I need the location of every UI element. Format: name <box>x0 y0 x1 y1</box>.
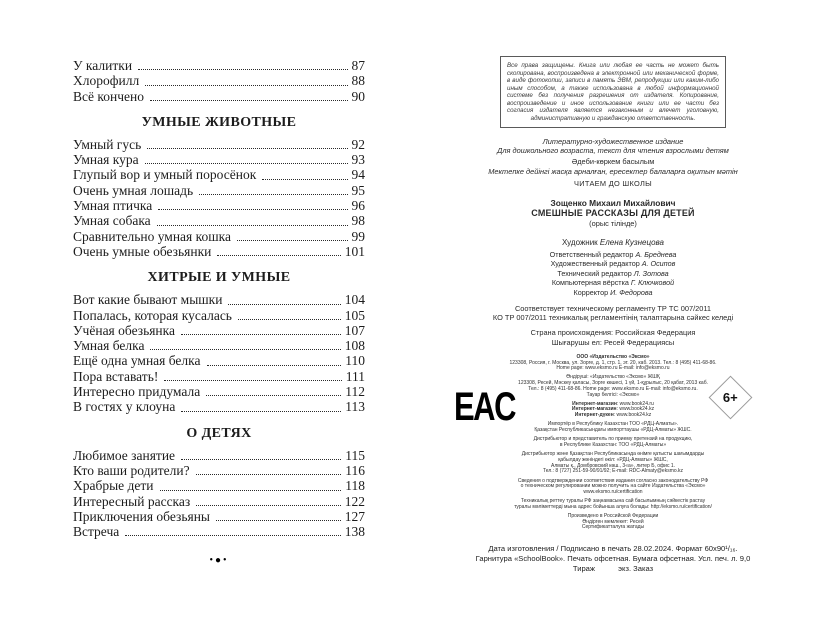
dot-leader <box>196 505 341 506</box>
toc-entry <box>73 524 365 539</box>
dot-leader <box>206 395 341 396</box>
credit-name: А. Осипов <box>641 259 676 269</box>
print-details-line: Гарнитура «SchoolBook». Печать офсетная. Бумага офсетная. Усл. печ. л. 9,0 <box>475 554 751 564</box>
toc-entry-page-number: 95 <box>351 182 365 198</box>
toc-entry-page-number: 116 <box>345 462 365 478</box>
toc-entry-page-number: 88 <box>351 73 365 89</box>
artist-credit <box>448 238 778 248</box>
toc-entry-title: Очень умная лошадь <box>73 182 194 198</box>
imprint-line-text: : www.book24.ru <box>616 400 654 407</box>
series-name: ЧИТАЕМ ДО ШКОЛЫ <box>574 178 652 188</box>
credit-name: Л. Зотова <box>633 268 669 278</box>
imprint-line-text: 123308, Ресей, Мәскеу қаласы, Зорге көшесі, 1 үй, 1-құрылыс, 20 қабат, 2013 каб. <box>518 380 708 387</box>
imprint-line-text: Сведения о подтверждении соответствия издания согласно законодательству РФ <box>517 477 709 484</box>
imprint-line <box>448 366 778 372</box>
toc-entry-page-number: 101 <box>344 243 365 259</box>
toc-entry <box>73 73 365 88</box>
toc-entry <box>73 89 365 104</box>
toc-entry-title: Умная кура <box>73 152 139 168</box>
imprint-line-label: Интернет-магазин <box>571 406 617 413</box>
toc-entry-page-number: 93 <box>351 152 365 168</box>
imprint-line-text: Өндіруші: «Издательство «Эксмо» ЖШҚ <box>566 374 660 381</box>
toc-entry-page-number: 94 <box>351 167 365 183</box>
imprint-line-text: Техникалық реттеу туралы РФ заңнамасына сай басылымның сәйкестік растау <box>520 498 706 505</box>
toc-section-entries <box>73 448 365 540</box>
toc-entry <box>73 58 365 73</box>
credit-role: Художественный редактор <box>550 259 640 269</box>
toc-entry <box>73 369 365 384</box>
toc-section-entries <box>73 137 365 259</box>
edition-type-kz: Әдеби-көркем басылым <box>571 157 655 167</box>
edition-type-ru: Литературно-художественное издание <box>542 137 684 146</box>
country-of-origin <box>448 328 778 346</box>
imprint-line <box>448 428 778 434</box>
print-details <box>448 544 778 574</box>
toc-entry-page-number: 118 <box>345 478 365 494</box>
imprint-line-text: 123308, Россия, г. Москва, ул. Зорге, д. 1, стр. 1, эт. 20, каб. 2013. Тел.: 8 (495) 411-68-86. <box>509 359 717 366</box>
compliance-line: Соответствует техническому регламенту ТР ТС 007/2011 <box>514 304 712 314</box>
imprint-line-label: Интернет-дүкен <box>574 412 614 419</box>
credit-line <box>448 250 778 259</box>
imprint-line <box>448 443 778 449</box>
credit-line <box>448 259 778 268</box>
toc-entry-page-number: 112 <box>345 384 365 400</box>
dot-leader <box>216 520 341 521</box>
dot-leader <box>138 69 347 70</box>
staff-credits <box>448 250 778 297</box>
eac-conformity-mark: EAC <box>454 383 515 429</box>
dot-leader <box>237 240 348 241</box>
origin-line: Страна происхождения: Российская Федерация <box>530 328 696 338</box>
toc-entry-title: Умная белка <box>73 338 145 354</box>
toc-entry-page-number: 115 <box>345 447 365 463</box>
imprint-line-text: о техническом регулировании можно получить на сайте Издательства «Эксмо» <box>520 483 706 490</box>
imprint-line-text: Өндірген мемлекет: Ресей <box>582 518 644 525</box>
toc-entry-title: Умная собака <box>73 213 151 229</box>
edition-age-ru: Для дошкольного возраста, текст для чтения взрослыми детям <box>497 146 729 156</box>
dot-leader <box>164 380 341 381</box>
toc-top-entries <box>73 58 365 104</box>
toc-entry-title: Глупый вор и умный поросёнок <box>73 167 257 183</box>
credit-role: Ответственный редактор <box>549 250 634 260</box>
origin-line: Шығарушы ел: Ресей Федерациясы <box>551 337 675 347</box>
imprint-line-text: в Республике Казахстан: ТОО «РДЦ-Алматы» <box>559 442 667 448</box>
toc-entry <box>73 399 365 414</box>
toc-entry-title: Вот какие бывают мышки <box>73 292 223 308</box>
toc-entry <box>73 213 365 228</box>
toc-entry-title: Сравнительно умная кошка <box>73 228 231 244</box>
imprint-line-text: туралы мәліметтерді мына адрес бойынша алуға болады: http://eksmo.ru/certification/ <box>514 503 712 510</box>
page-ornament: •●• <box>209 555 229 567</box>
artist-name: Елена Кузнецова <box>599 238 664 248</box>
toc-entry-page-number: 90 <box>351 88 365 104</box>
toc-entry-title: Ещё одна умная белка <box>73 353 201 369</box>
toc-entry-page-number: 108 <box>344 338 365 354</box>
toc-entry-page-number: 96 <box>351 198 365 214</box>
colophon-page <box>448 56 778 574</box>
toc-entry <box>73 137 365 152</box>
toc-entry-title: Очень умные обезьянки <box>73 243 212 259</box>
dot-leader <box>181 334 341 335</box>
toc-entry <box>73 463 365 478</box>
book-title: СМЕШНЫЕ РАССКАЗЫ ДЛЯ ДЕТЕЙ <box>531 208 695 219</box>
credit-name: А. Бреднева <box>635 250 677 260</box>
toc-entry-page-number: 87 <box>351 58 365 73</box>
toc-entry <box>73 353 365 368</box>
imprint-line-text: қабылдау жөніндегі өкіл: «РДЦ-Алматы» ЖШС, <box>558 456 668 463</box>
dot-leader <box>181 459 341 460</box>
imprint-line-text: Тауар белгісі: «Эксмо» <box>586 391 640 398</box>
imprint-line-text: Тел.: 8 (495) 411-68-86. Home page: www.eksmo.ru E-mail: info@eksmo.ru. <box>528 385 698 392</box>
credit-name: Г. Ключковой <box>630 278 675 288</box>
toc-section-heading: ХИТРЫЕ И УМНЫЕ <box>147 270 291 286</box>
toc-entry-title: Хлорофилл <box>73 73 140 89</box>
artist-role: Художник <box>562 238 598 248</box>
toc-entry-title: Храбрые дети <box>73 478 154 494</box>
toc-entry <box>73 152 365 167</box>
dot-leader <box>181 411 341 412</box>
toc-entry <box>73 167 365 182</box>
author-name: Зощенко Михаил Михайлович <box>550 198 676 209</box>
imprint-line <box>448 525 778 531</box>
imprint-line <box>448 505 778 511</box>
imprint-line-label: ООО «Издательство «Эксмо» <box>576 353 650 360</box>
edition-age-kz: Мектепке дейінгі жасқа арналған, ересектер балаларға оқитын мәтін <box>488 166 738 176</box>
dot-leader <box>217 255 340 256</box>
language-note: (орыс тілінде) <box>589 219 637 229</box>
toc-entry <box>73 198 365 213</box>
print-details-line: Дата изготовления / Подписано в печать 28.02.2024. Формат 60x90¹/₁₆. <box>488 544 738 554</box>
toc-section-heading: УМНЫЕ ЖИВОТНЫЕ <box>141 114 297 130</box>
toc-entry <box>73 229 365 244</box>
dot-leader <box>160 490 342 491</box>
toc-entry <box>73 244 365 259</box>
copyright-notice-box: Все права защищены. Книга или любая ее часть не может быть скопирована, воспроизведена в электронной или механической форме, в виде фотокопии, записи в память ЭВМ, репродукции или каким-либо иным способом, а также использована в любой информационной системе без получения разрешения от издателя. Копирование, воспроизведение и иное использование книги или ее части без согласия издателя является незаконным и влечет уголовную, административную и гражданскую ответственность. <box>500 56 726 128</box>
toc-entry-title: Интересно придумала <box>73 384 201 400</box>
toc-entry-page-number: 138 <box>344 524 365 540</box>
toc-entry-page-number: 107 <box>344 322 365 338</box>
imprint-line-text: Импортёр в Республику Казахстан ТОО «РДЦ-Алматы». <box>547 421 679 428</box>
toc-entry <box>73 308 365 323</box>
toc-entry-title: Попалась, которая кусалась <box>73 307 232 323</box>
toc-entry-title: Всё кончено <box>73 88 144 104</box>
dot-leader <box>157 225 348 226</box>
compliance-statement <box>448 304 778 322</box>
dot-leader <box>125 535 341 536</box>
toc-entry <box>73 323 365 338</box>
toc-entry-page-number: 99 <box>351 228 365 244</box>
imprint-line-text: Тел.: 8 (727) 251-59-90/91/92; E-mail: RDC-Almaty@eksmo.kz <box>542 468 684 475</box>
credit-line <box>448 278 778 287</box>
dot-leader <box>199 194 347 195</box>
dot-leader <box>262 179 347 180</box>
toc-entry <box>73 494 365 509</box>
toc-entry-title: Учёная обезьянка <box>73 322 176 338</box>
toc-page <box>73 58 365 566</box>
dot-leader <box>207 365 342 366</box>
toc-entry-page-number: 104 <box>344 292 365 308</box>
dot-leader <box>147 148 347 149</box>
imprint-line-text: Дистрибьютор и представитель по приему претензий на продукцию, <box>533 436 693 443</box>
credit-role: Технический редактор <box>557 268 632 278</box>
imprint-line-text: Сертификатталуға жатады <box>581 524 645 531</box>
credit-name: И. Федорова <box>610 287 653 297</box>
credit-line <box>448 288 778 297</box>
imprint-line-text: Home page: www.eksmo.ru E-mail: info@eksmo.ru <box>556 365 670 372</box>
credit-line <box>448 269 778 278</box>
imprint-line-text: www.eksmo.ru/certification <box>583 488 643 495</box>
imprint-line-text: Дистрибьютор және Қазақстан Республикасында өнімге қатысты шағымдарды <box>521 451 705 458</box>
toc-entry-title: У калитки <box>73 58 133 73</box>
imprint-line <box>448 469 778 475</box>
toc-entry <box>73 478 365 493</box>
toc-entry-page-number: 92 <box>351 136 365 152</box>
dot-leader <box>196 474 342 475</box>
toc-entry-page-number: 127 <box>344 508 365 524</box>
imprint-line-text: Қазақстан Республикасындағы импорттаушы «РДЦ-Алматы» ЖШС. <box>534 427 692 434</box>
toc-entry <box>73 183 365 198</box>
imprint-line-text: Произведено в Российской Федерации <box>567 513 659 520</box>
compliance-line: КО ТР 007/2011 техникалық регламентінің талаптарына сәйкес келеді <box>492 313 734 323</box>
credit-role: Корректор <box>573 287 609 297</box>
toc-entry-title: Любимое занятие <box>73 447 176 463</box>
age-rating-label: 6+ <box>723 389 738 405</box>
toc-entry <box>73 448 365 463</box>
toc-entry-page-number: 122 <box>344 493 365 509</box>
credit-role: Компьютерная вёрстка <box>551 278 629 288</box>
print-details-line: Тираж экз. Заказ <box>572 564 654 574</box>
dot-leader <box>150 100 348 101</box>
dot-leader <box>158 209 347 210</box>
toc-entry-title: Умный гусь <box>73 136 142 152</box>
toc-entry-page-number: 105 <box>344 307 365 323</box>
imprint-line-text: : www.book24.kz <box>616 406 655 413</box>
imprint-line-label: Интернет-магазин <box>572 400 617 407</box>
dot-leader <box>228 304 340 305</box>
toc-entry-page-number: 113 <box>345 399 365 415</box>
toc-entry <box>73 338 365 353</box>
dot-leader <box>145 85 347 86</box>
imprint-line <box>448 490 778 496</box>
toc-entry <box>73 384 365 399</box>
toc-entry-title: Встреча <box>73 524 120 540</box>
dot-leader <box>238 319 341 320</box>
toc-entry-page-number: 110 <box>345 353 365 369</box>
toc-entry <box>73 509 365 524</box>
imprint-line-text: : www.book24.kz <box>613 412 652 419</box>
toc-entry-title: В гостях у клоуна <box>73 399 176 415</box>
toc-entry-title: Пора вставать! <box>73 368 159 384</box>
toc-entry-page-number: 111 <box>345 368 365 384</box>
toc-entry-title: Приключения обезьяны <box>73 508 210 524</box>
dot-leader <box>145 163 348 164</box>
imprint-line-text: Алматы қ., Домбровский көш., 3«а», литер Б, офис 1. <box>550 462 676 469</box>
toc-entry-title: Интересный рассказ <box>73 493 191 509</box>
toc-entry-page-number: 98 <box>351 213 365 229</box>
toc-section-heading: О ДЕТЯХ <box>186 425 252 441</box>
toc-section-entries <box>73 292 365 414</box>
toc-entry <box>73 292 365 307</box>
toc-entry-title: Умная птичка <box>73 198 153 214</box>
toc-entry-title: Кто ваши родители? <box>73 462 190 478</box>
dot-leader <box>150 349 340 350</box>
